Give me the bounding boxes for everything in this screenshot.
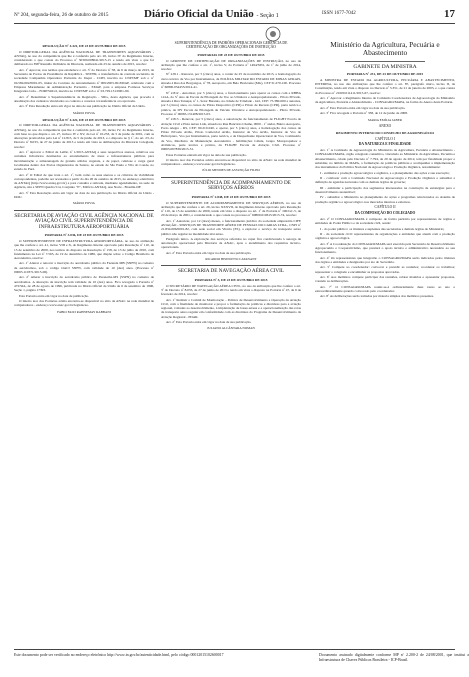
- portaria-title: PORTARIA Nº 231, DE 23 DE OUTUBRO DE 2015: [346, 72, 424, 77]
- paragraph: Art. 1º Aprovar o Edital de Leilão nº 1/2015-ANTAQ e seus respectivos anexos, relativos aos certames licitatórios destinados ao arrendamento de áreas e infraestruturas públicas para movimentação e armazenagem de granéis sólidos vegetais, e de papel, celulose e carga geral localizadas dentro dos Portos Organizados de Santos, no estado de São Paulo e Vila do Conde, no estado do Pará.: [14, 150, 154, 172]
- paragraph: I - estimular a produção agroecológica e orgânica, e o planejamento das ações e sua execução;: [320, 170, 450, 175]
- paragraph: Art. 1º A Comissão de Agroecologia do Ministério da Agricultura, Pecuária e Abastecimento - CONSAGRO/MAPA, órgão colegiado consultivo, vinculado ao Ministério da Agricultura, Pecuária e Abastecimento, criado pelo Decreto nº 7.794, de 20 de agosto de 2012, tem por finalidade propor e subsidiar, no âmbito do MAPA, a formulação de políticas públicas e acompanhar a implementação dos instrumentos da Política Nacional de Agroecologia e Produção Orgânica, notadamente:: [315, 148, 455, 170]
- divider: [345, 61, 425, 62]
- signature: FABIO FAIZI RAHNEMAY RABBANI: [57, 309, 111, 314]
- paragraph: Art. 2º O CONSAGRO/MAPA é composto de forma paritária por representantes de órgãos e entidades do Poder Público e da sociedade civil, sendo:: [315, 216, 455, 226]
- portaria-title: PORTARIA Nº 3.036, DE 23 DE OUTUBRO DE 2015: [44, 233, 124, 238]
- paragraph: Art. 6º Aos membros compete participar das reuniões, relatar matérias e apresentar propostas, votando as deliberações.: [315, 275, 455, 284]
- signature: MARIA EMÍLIA JABER: [368, 117, 402, 122]
- paragraph: Art. 3º A Coordenação do CONSAGRO/MAPA será exercida pela Secretaria de Desenvolvimento Agropecuário e Cooperativismo, que prestará o apoio técnico e administrativo necessário ao seu funcionamento.: [315, 241, 455, 255]
- paragraph: Art. 5º Compete ao coordenador: convocar e presidir as reuniões; coordenar os trabalhos; representar o colegiado e encaminhar as propostas aprovadas.: [315, 265, 455, 274]
- paragraph: Parágrafo único. A exploração dos serviços referidos no caput fica condicionada à outorga de autorização operacional pela Diretoria da ANAC, após o atendimento dos requisitos técnico-operacionais.: [161, 236, 301, 250]
- portaria-title: PORTARIA Nº 2.848, DE 23 DE OUTUBRO DE 2015: [191, 194, 271, 199]
- header-rule: [14, 23, 455, 24]
- paragraph: A MINISTRA DE ESTADO DA AGRICULTURA, PECUÁRIA E ABASTECIMENTO, INTERINA, no uso das atribuições que lhe confere o art. 87, parágrafo único, inciso II, da Constituição, tendo em vista o disposto no Decreto nº 5.351, de 21 de janeiro de 2005, e o que consta do Processo nº 21000.011411/2015-67, resolve:: [315, 77, 455, 95]
- paragraph: O DIRETOR-GERAL DA AGÊNCIA NACIONAL DE TRANSPORTES AQUAVIÁRIOS - ANTAQ, no uso da competência que lhe é conferida pelo art. 20, inciso IV, do Regimento Interno, com base no que dispõe o art. 27, incisos IV e XV, da Lei nº 10.233, de 5 de junho de 2001, com as alterações promovidas pela Lei nº 12.815, de 5 de junho de 2013, e o disposto no § 1º, do art. 23, do Decreto nº 8.033, de 27 de junho de 2013 e tendo em vista as deliberações da Diretoria Colegiada, resolve:: [14, 123, 154, 149]
- paragraph: Art. 4º Os representantes que integrarão o CONSAGRO/MAPA serão indicados pelos titulares dos órgãos e entidades e designados por ato do Secretário.: [315, 255, 455, 264]
- page-number: 17: [444, 8, 455, 20]
- paragraph: Art. 2º Esta Portaria entra em vigor na data de sua publicação.: [320, 105, 406, 110]
- portaria-title: PORTARIA Nº 3, DE 23 DE OUTUBRO DE 2015: [194, 278, 268, 282]
- paragraph: Art. 2º Esta Portaria entra em vigor na data de sua publicação.: [166, 320, 252, 325]
- gazette-name: Diário Oficial da União: [144, 8, 254, 20]
- page-header: [14, 8, 455, 32]
- paragraph: I - do poder público: os titulares e suplentes das secretarias e demais órgãos do Ministério;: [320, 226, 445, 231]
- paragraph: III - estimular a participação dos segmentos interessados na construção de estratégias para o desenvolvimento sustentável;: [315, 185, 455, 195]
- page-footer: [14, 649, 469, 662]
- paragraph: Art. 1º Alterar e renovar a inscrição do aeródromo público da Fazenda MB (SNFN) no cadastro de aeródromos, sob o código OACI SNFN, com validade de 10 (dez) anos. (Processo nº 00065.110371/2015-06).: [14, 261, 154, 274]
- paragraph: Nº 2.812 - Autorizar, por 5 (cinco) anos, o funcionamento para operar os cursos com a RBHA 141A, do Sº Ano de Escola de Pilotagem de Voo ao Ultraleve e Autopropulsionado - Piloto Privado, situada à Rua Tatuapé, nº 1, Setor Batatais, na cidade de Trindade - GO, CEP: 75.380-000 e autoriza, por 5 (cinco) anos, os cursos de Piloto Desportivo (CPD) e Piloto de Recreio (CPR), parte teórica e prática, da DY Escola de Pilotagem de Veículo Ultraleve e Autopropulsionado - Piloto Privado. Processo nº 00065.131408/2015-03.: [161, 90, 301, 116]
- paragraph: Art. 3º Fica revogada a Portaria nº 338, de 12 de junho de 2008.: [320, 111, 408, 116]
- signature: MÁRIO POVIA: [73, 110, 95, 115]
- chapter-name: DA NATUREZA E FINALIDADE: [358, 142, 412, 147]
- section-label: - Seção 1: [256, 13, 279, 19]
- paragraph: IV - subsidiar o Ministério no planejamento de ações e programas relacionados ao sistema de produção orgânico e agroecológico nos mercados internos e externos.: [315, 195, 455, 204]
- paragraph: II - da sociedade civil: representantes de organizações e entidades que atuam com a produção orgânica e agroecológica.: [315, 232, 455, 241]
- portaria-title: PORTARIAS DE 23 DE OUTUBRO DE 2015: [197, 52, 265, 57]
- regiment-title: REGIMENTO INTERNO DO CONSELHO DE AGRONEGÓCIO: [335, 131, 435, 136]
- paragraph: Art. 1º Aprovar, nos termos que estabelece o art. 3º do Decreto nº 58, de 6 de março de 2013, da Secretaria de Portos da Presidência da República - SEP/PR, a transferência de controle societário da sociedade Companhia Operadora Portuária do Itaqui - COPI, inscrita no CNPJ/MF sob o nº 04.584.002/0001-05, titular do Contrato de Arrendamento nº 009/2003-00-EMAP, celebrado com a Empresa Maranhense de Administração Portuária - EMAP, para a empresa Formosa Serviços Integrados Ltda. - FORTSOLO, inscrita no CNPJ/MF sob o nº 03.729.131/0001-90.: [14, 67, 154, 94]
- paragraph: O DIRETOR-GERAL DA AGÊNCIA NACIONAL DE TRANSPORTES AQUAVIÁRIOS - ANTAQ, no uso da competência que lhe é conferida pelo art. 20, inciso IV do Regimento Interno, considerando o que consta do Processo nº 50300.008041/2015-15 e tendo em vista o que foi deliberado na 396ª Reunião Ordinária da Diretoria, realizada em 23 de outubro de 2015, resolve:: [14, 49, 154, 67]
- ministry-heading: Ministério da Agricultura, Pecuária e Abastecimento: [330, 40, 440, 57]
- gabinete-heading: GABINETE DA MINISTRA: [353, 64, 417, 70]
- paragraph: Estas Portarias entram em vigor na data de sua publicação.: [166, 152, 247, 157]
- paragraph: Art. 7º O CONSAGRO/MAPA reunir-se-á ordinariamente duas vezes ao ano e extraordinariamente quando convocado pelo coordenador.: [315, 284, 455, 294]
- paragraph: Art. 3º Esta Resolução entra em vigor na data de sua publicação no Diário Oficial da União - DOU.: [14, 190, 154, 200]
- issue-date: Nº 204, segunda-feira, 26 de outubro de 2015: [14, 12, 109, 18]
- signature: JÚLIO MENDES DE ASSUNÇÃO FILHO: [202, 168, 260, 173]
- issn: ISSN 1677-7042: [322, 11, 356, 16]
- paragraph: O inteiro teor das Portarias acima encontra-se disponível no sítio da ANAC na rede mundial de computadores - endereço www.anac.gov.br/legislacao.: [161, 157, 301, 167]
- gazette-title: [144, 8, 279, 20]
- organ-heading: SUPERINTENDÊNCIA DE PADRÕES OPERACIONAIS GERÊNCIA DE CERTIFICAÇÃO DE ORGANIZAÇÕES DE INSTRUÇÃO: [174, 41, 288, 50]
- organ-heading: SECRETARIA DE NAVEGAÇÃO AÉREA CIVIL: [161, 265, 301, 275]
- column-3: [315, 41, 455, 300]
- footer-signature-note: Documento assinado digitalmente conforme MP nº 2.200-2 de 24/08/2001, que institui a Infraestrutura de Chaves Públicas Brasileira - ICP-Brasil.: [319, 653, 469, 662]
- paragraph: Art. 1º Autorizar, por 12 (doze) meses, o funcionamento jurídico da sociedade empresária CIFE AVIAÇÃO - SERVIÇOS DE TRANSPORTE AÉREO DE PESSOAS DO CARIAS LTDA., CNPJ nº 21.834.006/0001-82, com sede social em Vitória (ES), a explorar o serviço de transporte aéreo público não regular na modalidade táxi aéreo.: [161, 218, 301, 236]
- paragraph: Art. 2º O Edital de que trata o art. 1º, bem como os seus anexos e os critérios de viabilidade correspondentes, poderão ser acessados a partir do dia 26 de outubro de 2015, no endereço eletrônico da ANTAQ (http://www.antaq.gov.br) e para consulta e retirada, mediante agendamento, na sede da Agência, sita a SEPN Quadra 514, Conjunto "E", Edifício ANTAQ, Asa Norte - Brasília-DF.: [14, 172, 154, 190]
- footer-verification: Este documento pode ser verificado no endereço eletrônico http://www.in.gov.br/autenticidade.html, pelo código 00012015102600017: [14, 653, 224, 657]
- resolution-title: RESOLUÇÃO Nº 4.421, DE 23 DE OUTUBRO DE 2015: [42, 44, 126, 48]
- annex-heading: ANEXO: [378, 123, 392, 128]
- chapter-name: DA COMPOSIÇÃO DO COLEGIADO: [354, 211, 416, 216]
- paragraph: Nº 2.813 - Renovar, por 5 (cinco) anos, a autorização de funcionamento de FLIGHT Escola de Aviação Civil e Pista Aérea Ltda, situada na Rua Bancário Chame, 0000 - 1º andar, Bairro Aeroporto, Porto Alegre - RS, CEP: 90.210-040, e operar, por 5 (cinco) anos, a homologação dos cursos de Piloto Privado Avião, Piloto Comercial Avião, Instrutor de Voo Avião, Instrutor de Voo de Helicóptero, Voo por Instrumentos, parte teórica, e de Despachante Operacional de Voo, Comissário de Voo, Mecânico de Manutenção Aeronáutica - habilitações Célula, Grupo Motopropulsor e Aviônicos, parte teórica e prática, da FLIGHT Escola de Aviação Civil. Processo nº 00065.067839/2015-51.: [161, 117, 301, 152]
- paragraph: Art. 2º Esta Portaria entra em vigor na data de sua publicação.: [166, 250, 252, 255]
- chapter-heading: CAPÍTULO II: [374, 205, 396, 210]
- paragraph: O GERENTE DE CERTIFICAÇÃO DE ORGANIZAÇÕES DE INSTRUÇÃO, no uso da atribuição que lhe confere o art. 1º, inciso V, da Portaria nº 1494/SPO, de 1º de julho de 2014, resolve:: [161, 58, 301, 72]
- signature: JULIANO ALCÂNTARA NOMAN: [207, 326, 255, 331]
- column-2: [161, 41, 301, 333]
- chapter-heading: CAPÍTULO I: [375, 136, 395, 141]
- paragraph: Art. 2º Determinar à Superintendência de Regulação - SRG, desta Agência, que proceda à atualização dos cadastros vinculados ao contrato e conexos à transferência ora aprovada.: [14, 94, 154, 103]
- paragraph: Nº 2.811 - Renovar, por 5 (cinco) anos, a contar de 25 de novembro de 2015, a homologação do curso teórico de Voo por Instrumentos, da POLÍCIA MILITAR DO ESTADO DE MINAS GERAIS, situada à Rua dos Borgongos, nº 78, Aeroporto, em Belo Horizonte (MG), CEP 31.270-100. Processo nº 60800.054455/2014-41.: [161, 72, 301, 90]
- resolution-title: RESOLUÇÃO Nº 4.422, DE 23 DE OUTUBRO DE 2015: [42, 117, 126, 122]
- paragraph: Art. 2º Alterar a inscrição do aeródromo público de Paranaíba-MS (SSPN) no cadastro de aeródromos. A alteração da inscrição tem validade de 10 (dez) anos. Fica revogada a Portaria nº 472/SIA, de 28 de agosto de 1996, publicada no Diário Oficial da União de 6 de setembro de 1996, Seção 1, página 17393.: [14, 275, 154, 293]
- paragraph: Art. 3º Esta Resolução entra em vigor na data de sua publicação no Diário Oficial da União.: [19, 104, 146, 109]
- paragraph: Esta Portaria entra em vigor na data de publicação.: [19, 293, 89, 298]
- organ-heading: SECRETARIA DE AVIAÇÃO CIVIL AGÊNCIA NACIONAL DE AVIAÇÃO CIVIL SUPERINTENDÊNCIA DE INFRAESTRUTURA AEROPORTUÁRIA: [14, 210, 154, 231]
- paragraph: II - colaborar com a Comissão Nacional de Agroecologia e Produção Orgânica e subsidiar a definição de agendas nacionais com os demais órgãos de governo;: [315, 176, 455, 185]
- signature: RICARDO BISINOTTO CATANANT: [205, 257, 257, 262]
- paragraph: Art. 1º Aprovar o Regimento Interno da Comissão Coordenadora de Agroecologia do Ministério da Agricultura, Pecuária e Abastecimento - CONSAGRO/MAPA, na forma do Anexo desta Portaria.: [315, 96, 455, 105]
- paragraph: Art. 8º As deliberações serão tomadas por maioria simples dos membros presentes.: [320, 294, 434, 299]
- paragraph: O SUPERINTENDENTE DE INFRAESTRUTURA AEROPORTUÁRIA, no uso da atribuição que lhe confere o art. 41, inciso VIII e X, do Regimento Interno aprovado pela Resolução nº 110, de 15 de setembro de 2009, nos termos do disposto na Resolução nº 158, de 13 de julho de 2010, com fundamento na Lei nº 7.565, de 19 de dezembro de 1986, que dispõe sobre o Código Brasileiro de Aeronáutica, resolve:: [14, 239, 154, 261]
- paragraph: O SUPERINTENDENTE DE ACOMPANHAMENTO DE SERVIÇOS AÉREOS, no uso da atribuição que lhe confere o art. 26, inciso XXXVII, do Regimento Interno aprovado pela Resolução nº 110, de 15 de setembro de 2009, tendo em vista o disposto no art. 1º da Portaria nº 190/GC-5, de 20 de março de 2001, e considerando o que consta no processo nº 60800.010615/2015-74, resolve:: [161, 200, 301, 218]
- paragraph: O inteiro teor dos Portarias acima encontra-se disponível no sítio da ANAC na rede mundial de computadores - endereço www.anac.gov.br/legislacao.: [14, 299, 154, 308]
- column-1: [14, 41, 154, 316]
- paragraph: Art. 1º Instituir o Comitê de Monitoração - Política de Desenvolvimento e Operação da Aviação Civil, com a finalidade de monitorar e propor a formulação de políticas e diretrizes para a aviação regional, voltadas ao desenvolvimento, à implantação de bases aéreas e a operacionalização das rotas de transporte aéreo regular em conformidade com as diretrizes do Programa de Desenvolvimento da Aviação Regional - PDAR.: [161, 297, 301, 319]
- signature: MÁRIO POVIA: [73, 201, 95, 206]
- paragraph: O SECRETÁRIO DE NAVEGAÇÃO AÉREA CIVIL, no uso da atribuição que lhe confere o art. 3º do Decreto nº 8.033, de 27 de junho de 2013 e tendo em vista o disposto na Portaria nº 47, de 6 de fevereiro de 2014, resolve:: [161, 283, 301, 297]
- organ-heading: SUPERINTENDÊNCIA DE ACOMPANHAMENTO DE SERVIÇOS AÉREOS: [161, 177, 301, 192]
